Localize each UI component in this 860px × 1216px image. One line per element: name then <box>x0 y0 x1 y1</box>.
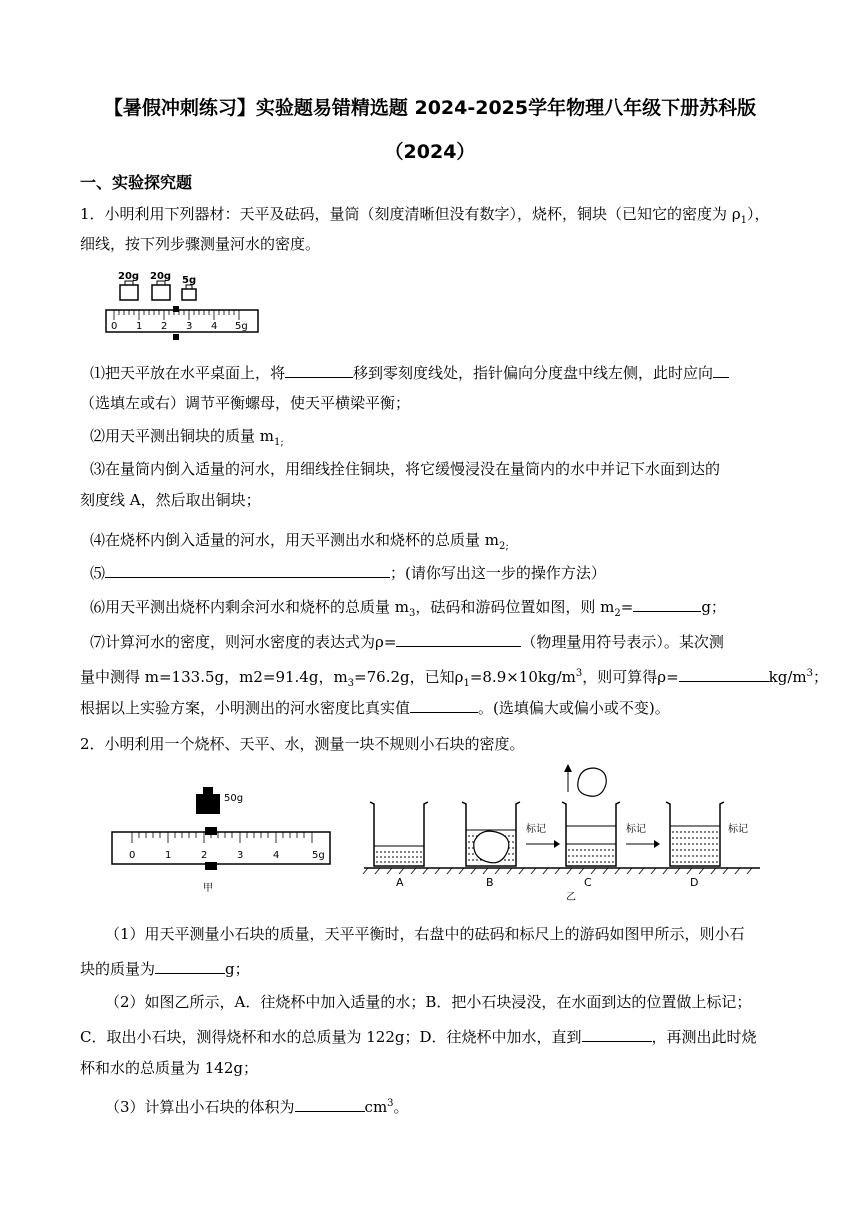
q1-step1-line1 <box>90 362 729 383</box>
text: ⑸ <box>90 564 106 582</box>
subscript: 3 <box>409 608 416 619</box>
rider-bottom <box>173 334 179 340</box>
beaker-d <box>666 802 748 889</box>
q1-step3-line1: ⑶在量筒内倒入适量的河水，用细线拴住铜块，将它缓慢浸没在量筒内的水中并记下水面到达的 <box>90 460 721 478</box>
stone-lifted <box>578 768 607 796</box>
q1-step4 <box>90 530 509 557</box>
answer-blank <box>105 562 390 578</box>
text: 。(选填偏大或偏小或不变)。 <box>478 699 670 717</box>
arrow-label: 标记 <box>526 824 546 835</box>
weight-label: 20g <box>150 271 172 282</box>
q1-step7-line1 <box>90 631 724 652</box>
text: 移到零刻度线处，指针偏向分度盘中线左侧，此时应向 <box>353 364 714 382</box>
answer-blank <box>679 666 769 682</box>
q2-part2-line2 <box>80 1026 757 1047</box>
tick-label: 5g <box>235 321 248 332</box>
answer-blank <box>633 596 701 612</box>
tick-label: 1 <box>136 321 143 332</box>
q1-step5 <box>90 562 606 583</box>
text: ⑵用天平测出铜块的质量 m <box>90 427 274 445</box>
tick-label: 1 <box>165 850 172 861</box>
tick-label: 0 <box>111 321 118 332</box>
text: g； <box>225 960 250 978</box>
answer-blank <box>410 697 478 713</box>
subscript: 1 <box>463 678 470 689</box>
text: （物理量用符号表示）。某次测 <box>521 633 724 651</box>
page-title-line2: （2024） <box>384 141 476 163</box>
text: kg/m <box>768 668 807 686</box>
text: ； <box>812 668 828 686</box>
text: ，则可算得ρ= <box>582 668 679 686</box>
weight-50g <box>196 787 243 814</box>
text: cm <box>364 1098 388 1116</box>
arrow-mark-2 <box>626 822 660 848</box>
weight-label: 50g <box>224 793 244 804</box>
q2-part1-line2 <box>80 958 250 979</box>
tick-label: 2 <box>161 321 168 332</box>
weight-20g-2 <box>150 271 171 300</box>
text: （3）计算出小石块的体积为 <box>105 1098 295 1116</box>
text: ，砝码和游码位置如图，则 m <box>415 598 615 616</box>
q1-step1-line2: （选填左或右）调节平衡螺母，使天平横梁平衡； <box>80 394 411 412</box>
page-title-line1: 【暑假冲刺练习】实验题易错精选题 2024-2025学年物理八年级下册苏科版 <box>103 97 757 119</box>
stone <box>474 831 509 863</box>
text: ⑴把天平放在水平桌面上，将 <box>90 364 286 382</box>
text: ；(请你写出这一步的操作方法） <box>390 564 606 582</box>
figure-caption-jia: 甲 <box>203 883 213 894</box>
text: =76.2g，已知ρ <box>354 668 464 686</box>
q1-intro-end: ）， <box>747 205 770 223</box>
text: 量中测得 m=133.5g，m2=91.4g，m <box>80 668 348 686</box>
subscript: 3 <box>347 678 355 689</box>
tick-label: 3 <box>186 321 193 332</box>
superscript: 3 <box>806 668 813 679</box>
rho1-subscript: 1 <box>740 215 748 226</box>
q2-part2-line3: 杯和水的总质量为 142g； <box>80 1059 259 1077</box>
tick-label: 5g <box>312 850 325 861</box>
text: =8.9×10kg/m <box>469 668 576 686</box>
q1-intro-line2: 细线，按下列步骤测量河水的密度。 <box>80 235 321 253</box>
weight-20g-1 <box>118 271 139 300</box>
tick-label: 2 <box>201 850 208 861</box>
superscript: 3 <box>387 1098 394 1109</box>
q1-step6 <box>90 596 726 624</box>
beaker-label: C <box>584 876 592 889</box>
q1-step7-line2 <box>80 664 828 694</box>
beaker-label: B <box>486 876 494 889</box>
superscript: 3 <box>575 668 583 679</box>
text: = <box>620 598 634 616</box>
tick-label: 4 <box>273 850 280 861</box>
text: ⑷在烧杯内倒入适量的河水，用天平测出水和烧杯的总质量 m <box>90 531 499 549</box>
q2-part3 <box>105 1094 409 1117</box>
answer-blank <box>155 958 225 974</box>
weight-label: 5g <box>182 275 197 286</box>
tick-label: 3 <box>237 850 244 861</box>
q1-step2 <box>90 426 284 453</box>
q2-part2-line1: （2）如图乙所示，A．往烧杯中加入适量的水；B．把小石块浸没，在水面到达的位置做上标记； <box>105 993 752 1011</box>
balance-figure-jia <box>108 785 338 895</box>
section-heading: 一、实验探究题 <box>80 173 193 192</box>
beaker-label: D <box>690 876 699 889</box>
q1-step7-line3 <box>80 697 670 718</box>
beaker-c <box>562 764 620 889</box>
arrow-label: 标记 <box>728 824 748 835</box>
text: C．取出小石块，测得烧杯和水的总质量为 122g；D．往烧杯中加水，直到 <box>80 1028 582 1046</box>
answer-blank <box>285 362 353 378</box>
text: ，再测出此时烧 <box>651 1028 757 1046</box>
text: ⑺计算河水的密度，则河水密度的表达式为ρ= <box>90 633 397 651</box>
q1-intro-text: 1．小明利用下列器材：天平及砝码，量筒（刻度清晰但没有数字），烧杯，铜块（已知它的密度为 ρ <box>80 205 741 223</box>
arrow-mark-1 <box>526 822 560 848</box>
beaker-label: A <box>396 876 404 889</box>
q1-intro-line1 <box>80 204 770 231</box>
figure-caption-yi: 乙 <box>566 892 576 902</box>
text: 块的质量为 <box>80 960 156 978</box>
tick-label: 0 <box>129 850 136 861</box>
subscript: 2; <box>499 541 509 552</box>
balance-figure-1 <box>100 266 270 346</box>
answer-blank <box>396 631 521 647</box>
answer-blank <box>582 1026 652 1042</box>
rider-bottom <box>205 862 217 870</box>
weight-5g <box>182 275 196 300</box>
beaker-b <box>462 802 520 889</box>
beaker-a <box>370 802 428 889</box>
q2-intro: 2．小明利用一个烧杯、天平、水，测量一块不规则小石块的密度。 <box>80 735 525 753</box>
text: 根据以上实验方案，小明测出的河水密度比真实值 <box>80 699 411 717</box>
text: 。 <box>393 1098 409 1116</box>
q1-step3-line2: 刻度线 A，然后取出铜块； <box>80 491 261 509</box>
tick-label: 4 <box>211 321 218 332</box>
arrow-label: 标记 <box>626 824 646 835</box>
weight-label: 20g <box>118 271 140 282</box>
subscript: 2 <box>614 608 621 619</box>
rider-top <box>173 306 179 312</box>
text: g； <box>701 598 726 616</box>
q2-part1-line1: （1）用天平测量小石块的质量，天平平衡时，右盘中的砝码和标尺上的游码如图甲所示，则小石 <box>105 925 745 943</box>
subscript: 1; <box>274 437 284 448</box>
answer-blank <box>713 362 729 378</box>
answer-blank <box>295 1096 365 1112</box>
text: ⑹用天平测出烧杯内剩余河水和烧杯的总质量 m <box>90 598 409 616</box>
beaker-figure-yi <box>362 762 762 902</box>
